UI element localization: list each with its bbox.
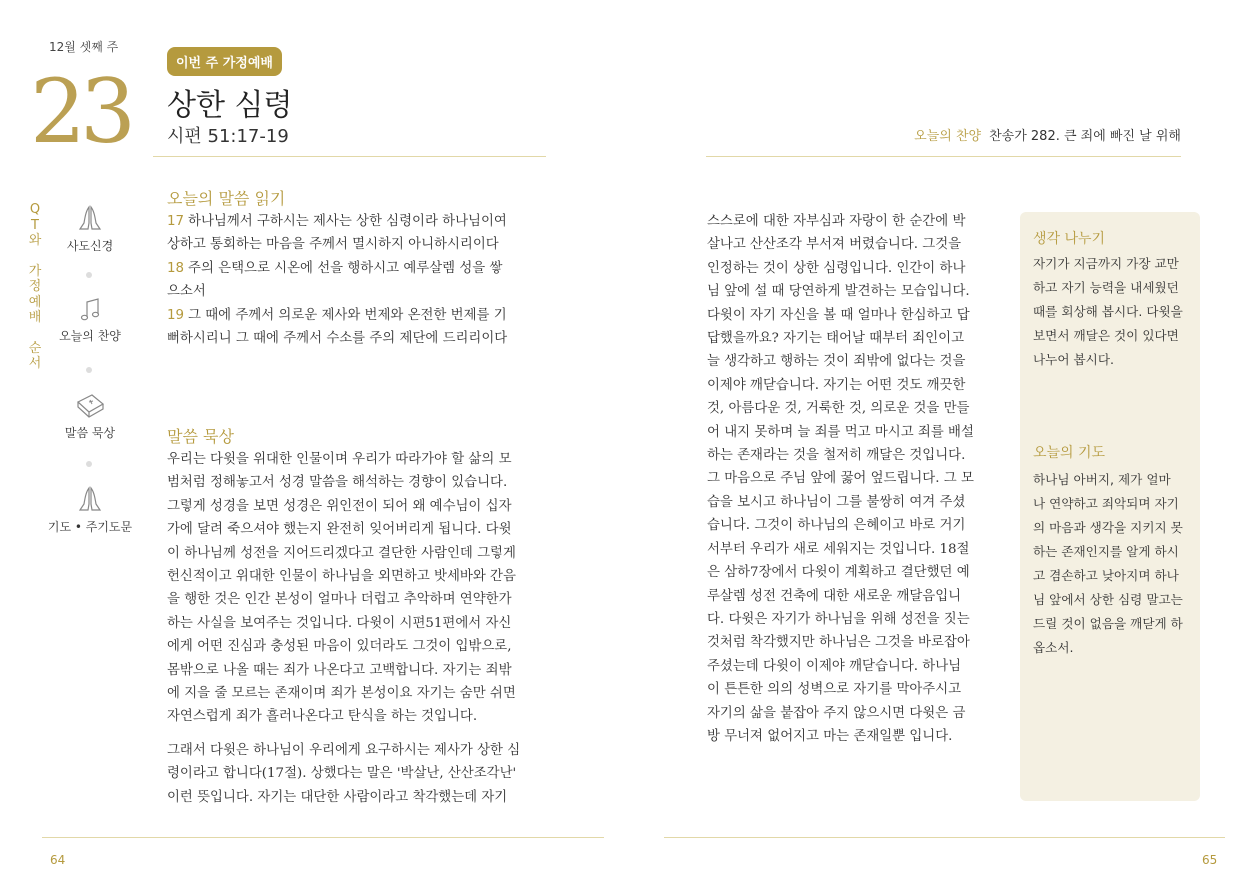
discussion-prayer-box xyxy=(1020,212,1200,801)
verse-line: 17 하나님께서 구하시는 제사는 상한 심령이라 하나님이여 xyxy=(167,214,507,229)
family-worship-badge: 이번 주 가정예배 xyxy=(167,47,282,76)
step-apostles-creed: 사도신경 xyxy=(40,205,140,254)
prayer-text: 하나님 아버지, 제가 얼마 나 연약하고 죄악되며 자기 의 마음과 생각을 지키지 못 하는 존재인지를 알게 하시 고 겸손하고 낮아지며 하나 님 앞에서 상한 심령 말고는 드릴 것이 없음을 깨닫게 하 옵소서. xyxy=(1033,472,1183,655)
hymn-label: 오늘의 찬양 xyxy=(914,129,982,144)
header-divider-right xyxy=(706,156,1181,157)
day-number: 23 xyxy=(30,60,130,163)
praying-hands-icon xyxy=(75,486,105,514)
hymn-of-the-day xyxy=(914,125,1181,144)
share-heading: 생각 나누기 xyxy=(1033,231,1106,247)
meditation-heading: 말씀 묵상 xyxy=(167,427,234,446)
page-number-right: 65 xyxy=(1202,853,1218,867)
step-separator-dot xyxy=(86,367,92,373)
bible-book-icon xyxy=(74,392,106,420)
verse-line: 으소서 xyxy=(167,284,206,300)
verse-line: 상하고 통회하는 마음을 주께서 멸시하지 아니하시리이다 xyxy=(167,237,499,253)
meditation-paragraph-1: 우리는 다윗을 위대한 인물이며 우리가 따라가야 할 삶의 모 범처럼 정해놓고서 성경 말씀을 해석하는 경향이 있습니다. 그렇게 성경을 보면 성경은 위인전이 되어 왜 예수님이 십자 가에 달려 죽으셔야 했는지 완전히 잊어버리게 됩니다. 다윗 이 하나님께 성전을 지어드리겠다고 결단한 사람인데 그렇게 헌신적이고 위대한 인물이 하나님을 외면하고 밧세바와 간음 을 행한 것은 인간 본성이 얼마나 더럽고 추악하며 연약한가 하는 사실을 보여주는 것입니다. 다윗이 시편51편에서 자신 에게 어떤 진심과 충성된 마음이 있더라도 그것이 입밖으로, 몸밖으로 나올 때는 죄가 나온다고 고백합니다. 자기는 죄밖 에 지을 줄 모르는 존재이며 죄가 본성이요 자기는 숨만 쉬면 자연스럽게 죄가 흘러나온다고 탄식을 하는 것입니다. xyxy=(167,452,516,725)
scripture-reference: 시편 51:17-19 xyxy=(167,126,289,147)
header-divider-left xyxy=(153,156,546,157)
footer-divider-left xyxy=(42,837,604,838)
week-label: 12월 셋째 주 xyxy=(49,40,119,54)
verse-line: 18 주의 은택으로 시온에 선을 행하시고 예루살렘 성을 쌓 xyxy=(167,260,503,276)
reading-heading: 오늘의 말씀 읽기 xyxy=(167,189,286,208)
music-note-icon xyxy=(78,297,102,323)
step-prayer: 기도 • 주기도문 xyxy=(40,486,140,535)
verse-line: 뻐하시리니 그 때에 주께서 수소를 주의 제단에 드리리이다 xyxy=(167,331,508,347)
page-title: 상한 심령 xyxy=(167,88,293,123)
page-number-left: 64 xyxy=(50,853,66,867)
praying-hands-icon xyxy=(75,205,105,233)
vertical-title: Q T 와 가 정 예 배 순 서 xyxy=(28,202,42,371)
hymn-text: 찬송가 282. 큰 죄에 빠진 날 위해 xyxy=(989,129,1181,144)
verse-line: 19 그 때에 주께서 의로운 제사와 번제와 온전한 번제를 기 xyxy=(167,307,507,323)
meditation-paragraph-2: 그래서 다윗은 하나님이 우리에게 요구하시는 제사가 상한 심 령이라고 합니다(17절). 상했다는 말은 '박살난, 산산조각난' 이런 뜻입니다. 자기는 대단한 사람이라고 착각했는데 자기 xyxy=(167,743,521,805)
step-hymn: 오늘의 찬양 xyxy=(40,297,140,344)
reading-verses xyxy=(167,210,552,350)
meditation-continued: 스스로에 대한 자부심과 자랑이 한 순간에 박 살나고 산산조각 부서져 버렸습니다. 그것을 인정하는 것이 상한 심령입니다. 인간이 하나 님 앞에 설 때 당연하게 발견하는 모습입니다. 다윗이 자기 자신을 볼 때 얼마나 한심하고 답 답했을까요? 자기는 태어날 때부터 죄인이고 늘 생각하고 행하는 것이 죄밖에 없다는 것을 이제야 깨닫습니다. 자기는 어떤 것도 깨끗한 것, 아름다운 것, 거룩한 것, 의로운 것을 만들 어 내지 못하며 늘 죄를 먹고 마시고 죄를 배설 하는 존재라는 것을 철저히 깨달은 것입니다. 그 마음으로 주님 앞에 꿇어 엎드립니다. 그 모 습을 보시고 하나님이 그를 불쌍히 여겨 주셨 습니다. 그것이 하나님의 은혜이고 바로 거기 서부터 우리가 새로 세워지는 것입니다. 18절 은 삼하7장에서 다윗이 계획하고 결단했던 예 루살렘 성전 건축에 대한 새로운 깨달음입니 다. 다윗은 자기가 하나님을 위해 성전을 짓는 것처럼 착각했지만 하나님은 그것을 바로잡아 주셨는데 다윗이 이제야 깨닫습니다. 하나님 이 튼튼한 의의 성벽으로 자기를 막아주시고 자기의 삶을 붙잡아 주지 않으시면 다윗은 금 방 무너져 없어지고 마는 존재일뿐 입니다. xyxy=(707,214,974,744)
step-separator-dot xyxy=(86,461,92,467)
step-meditation: 말씀 묵상 xyxy=(40,392,140,441)
step-separator-dot xyxy=(86,272,92,278)
prayer-heading: 오늘의 기도 xyxy=(1033,445,1106,461)
footer-divider-right xyxy=(664,837,1225,838)
share-text: 자기가 지금까지 가장 교만 하고 자기 능력을 내세웠던 때를 회상해 봅시다. 다윗을 보면서 깨달은 것이 있다면 나누어 봅시다. xyxy=(1033,256,1183,367)
